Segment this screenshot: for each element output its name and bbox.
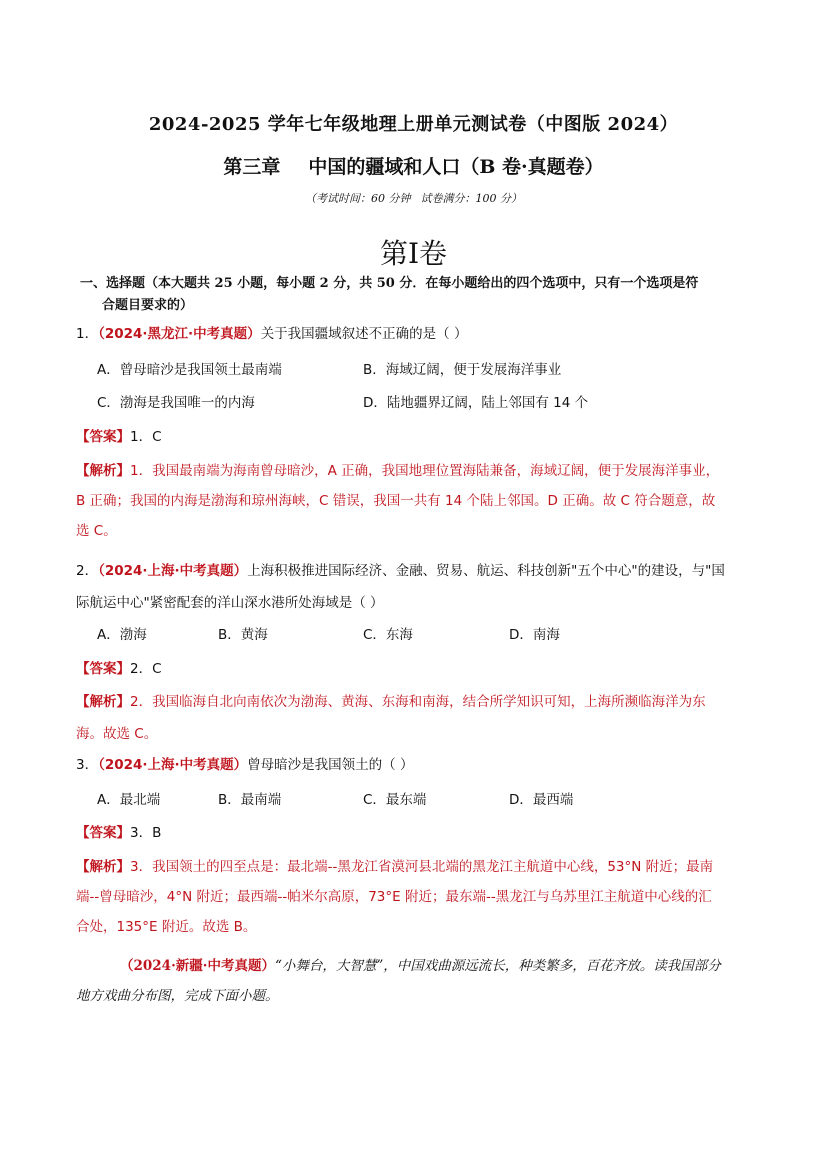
question-3-analysis: 【解析】3．我国领土的四至点是：最北端--黑龙江省漠河县北端的黑龙江主航道中心线，53°N 附近；最南 端--曾母暗沙，4°N 附近；最西端--帕米尔高原，73°E 附近；最东端--黑龙江与乌苏里江主航道中心线的汇 合处，135°E 附近。故选 B。	[76, 859, 714, 935]
question-2-analysis: 【解析】2．我国临海自北向南依次为渤海、黄海、东海和南海，结合所学知识可知，上海所濒临海洋为东 海。故选 C。	[76, 694, 706, 742]
question-2-option-c: C．东海	[363, 627, 413, 643]
question-1-option-d: D．陆地疆界辽阔，陆上邻国有 14 个	[363, 395, 589, 411]
question-3-option-c: C．最东端	[363, 792, 427, 808]
chapter-subtitle: 中国的疆域和人口（B 卷·真题卷）	[308, 156, 604, 178]
section-heading-line1: 一、选择题（本大题共 25 小题，每小题 2 分，共 50 分．在每小题给出的四个选项中，只有一个选项是符	[80, 276, 699, 291]
question-1-option-c: C．渤海是我国唯一的内海	[97, 395, 255, 411]
question-1-answer: 【答案】1．C	[76, 429, 162, 445]
section-heading-line2: 合题目要求的）	[102, 298, 194, 313]
question-3-option-a: A．最北端	[97, 792, 161, 808]
question-1-option-b: B．海域辽阔，便于发展海洋事业	[363, 362, 562, 378]
question-2-option-b: B．黄海	[218, 627, 268, 643]
exam-title: 2024-2025 学年七年级地理上册单元测试卷（中图版 2024）	[148, 114, 679, 135]
question-2-source-tag: （2024·上海·中考真题）	[98, 563, 248, 579]
passage-source-tag: （2024·新疆·中考真题）	[120, 958, 275, 974]
chapter-title	[0, 152, 827, 179]
question-2-answer: 【答案】2．C	[76, 661, 162, 677]
question-3-option-b: B．最南端	[218, 792, 282, 808]
exam-time: （考试时间：60 分钟	[305, 192, 411, 205]
exam-meta	[0, 190, 827, 206]
chapter-number: 第三章	[223, 156, 281, 178]
question-3-source-tag: （2024·上海·中考真题）	[98, 757, 248, 773]
question-2-stem: 2．（2024·上海·中考真题）上海积极推进国际经济、金融、贸易、航运、科技创新"五个中心"的建设，与"国 际航运中心"紧密配套的洋山深水港所处海域是（ ）	[76, 563, 725, 611]
question-1-option-a: A．曾母暗沙是我国领土最南端	[97, 362, 282, 378]
question-2-option-d: D．南海	[509, 627, 560, 643]
section-heading	[80, 273, 760, 317]
question-1-source-tag: （2024·黑龙江·中考真题）	[98, 326, 261, 342]
question-1-analysis: 【解析】1．我国最南端为海南曾母暗沙，A 正确，我国地理位置海陆兼备，海域辽阔，便于发展海洋事业， B 正确；我国的内海是渤海和琼州海峡，C 错误，我国一共有 14 个陆上邻国。D 正确。故 C 符合题意，故 选 C。	[76, 463, 720, 539]
question-3-stem: 3．（2024·上海·中考真题）曾母暗沙是我国领土的（ ）	[76, 757, 414, 773]
question-3-answer: 【答案】3．B	[76, 825, 162, 841]
volume-heading: 第Ⅰ卷	[379, 237, 448, 270]
question-1-stem: 1．（2024·黑龙江·中考真题）关于我国疆域叙述不正确的是（ ）	[76, 326, 468, 342]
question-2-option-a: A．渤海	[97, 627, 147, 643]
passage-intro: （2024·新疆·中考真题）“小舞台，大智慧”，中国戏曲源远流长，种类繁多，百花齐放。读我国部分 地方戏曲分布图，完成下面小题。	[76, 958, 721, 1004]
question-3-option-d: D．最西端	[509, 792, 574, 808]
full-score: 试卷满分：100 分）	[420, 192, 522, 205]
